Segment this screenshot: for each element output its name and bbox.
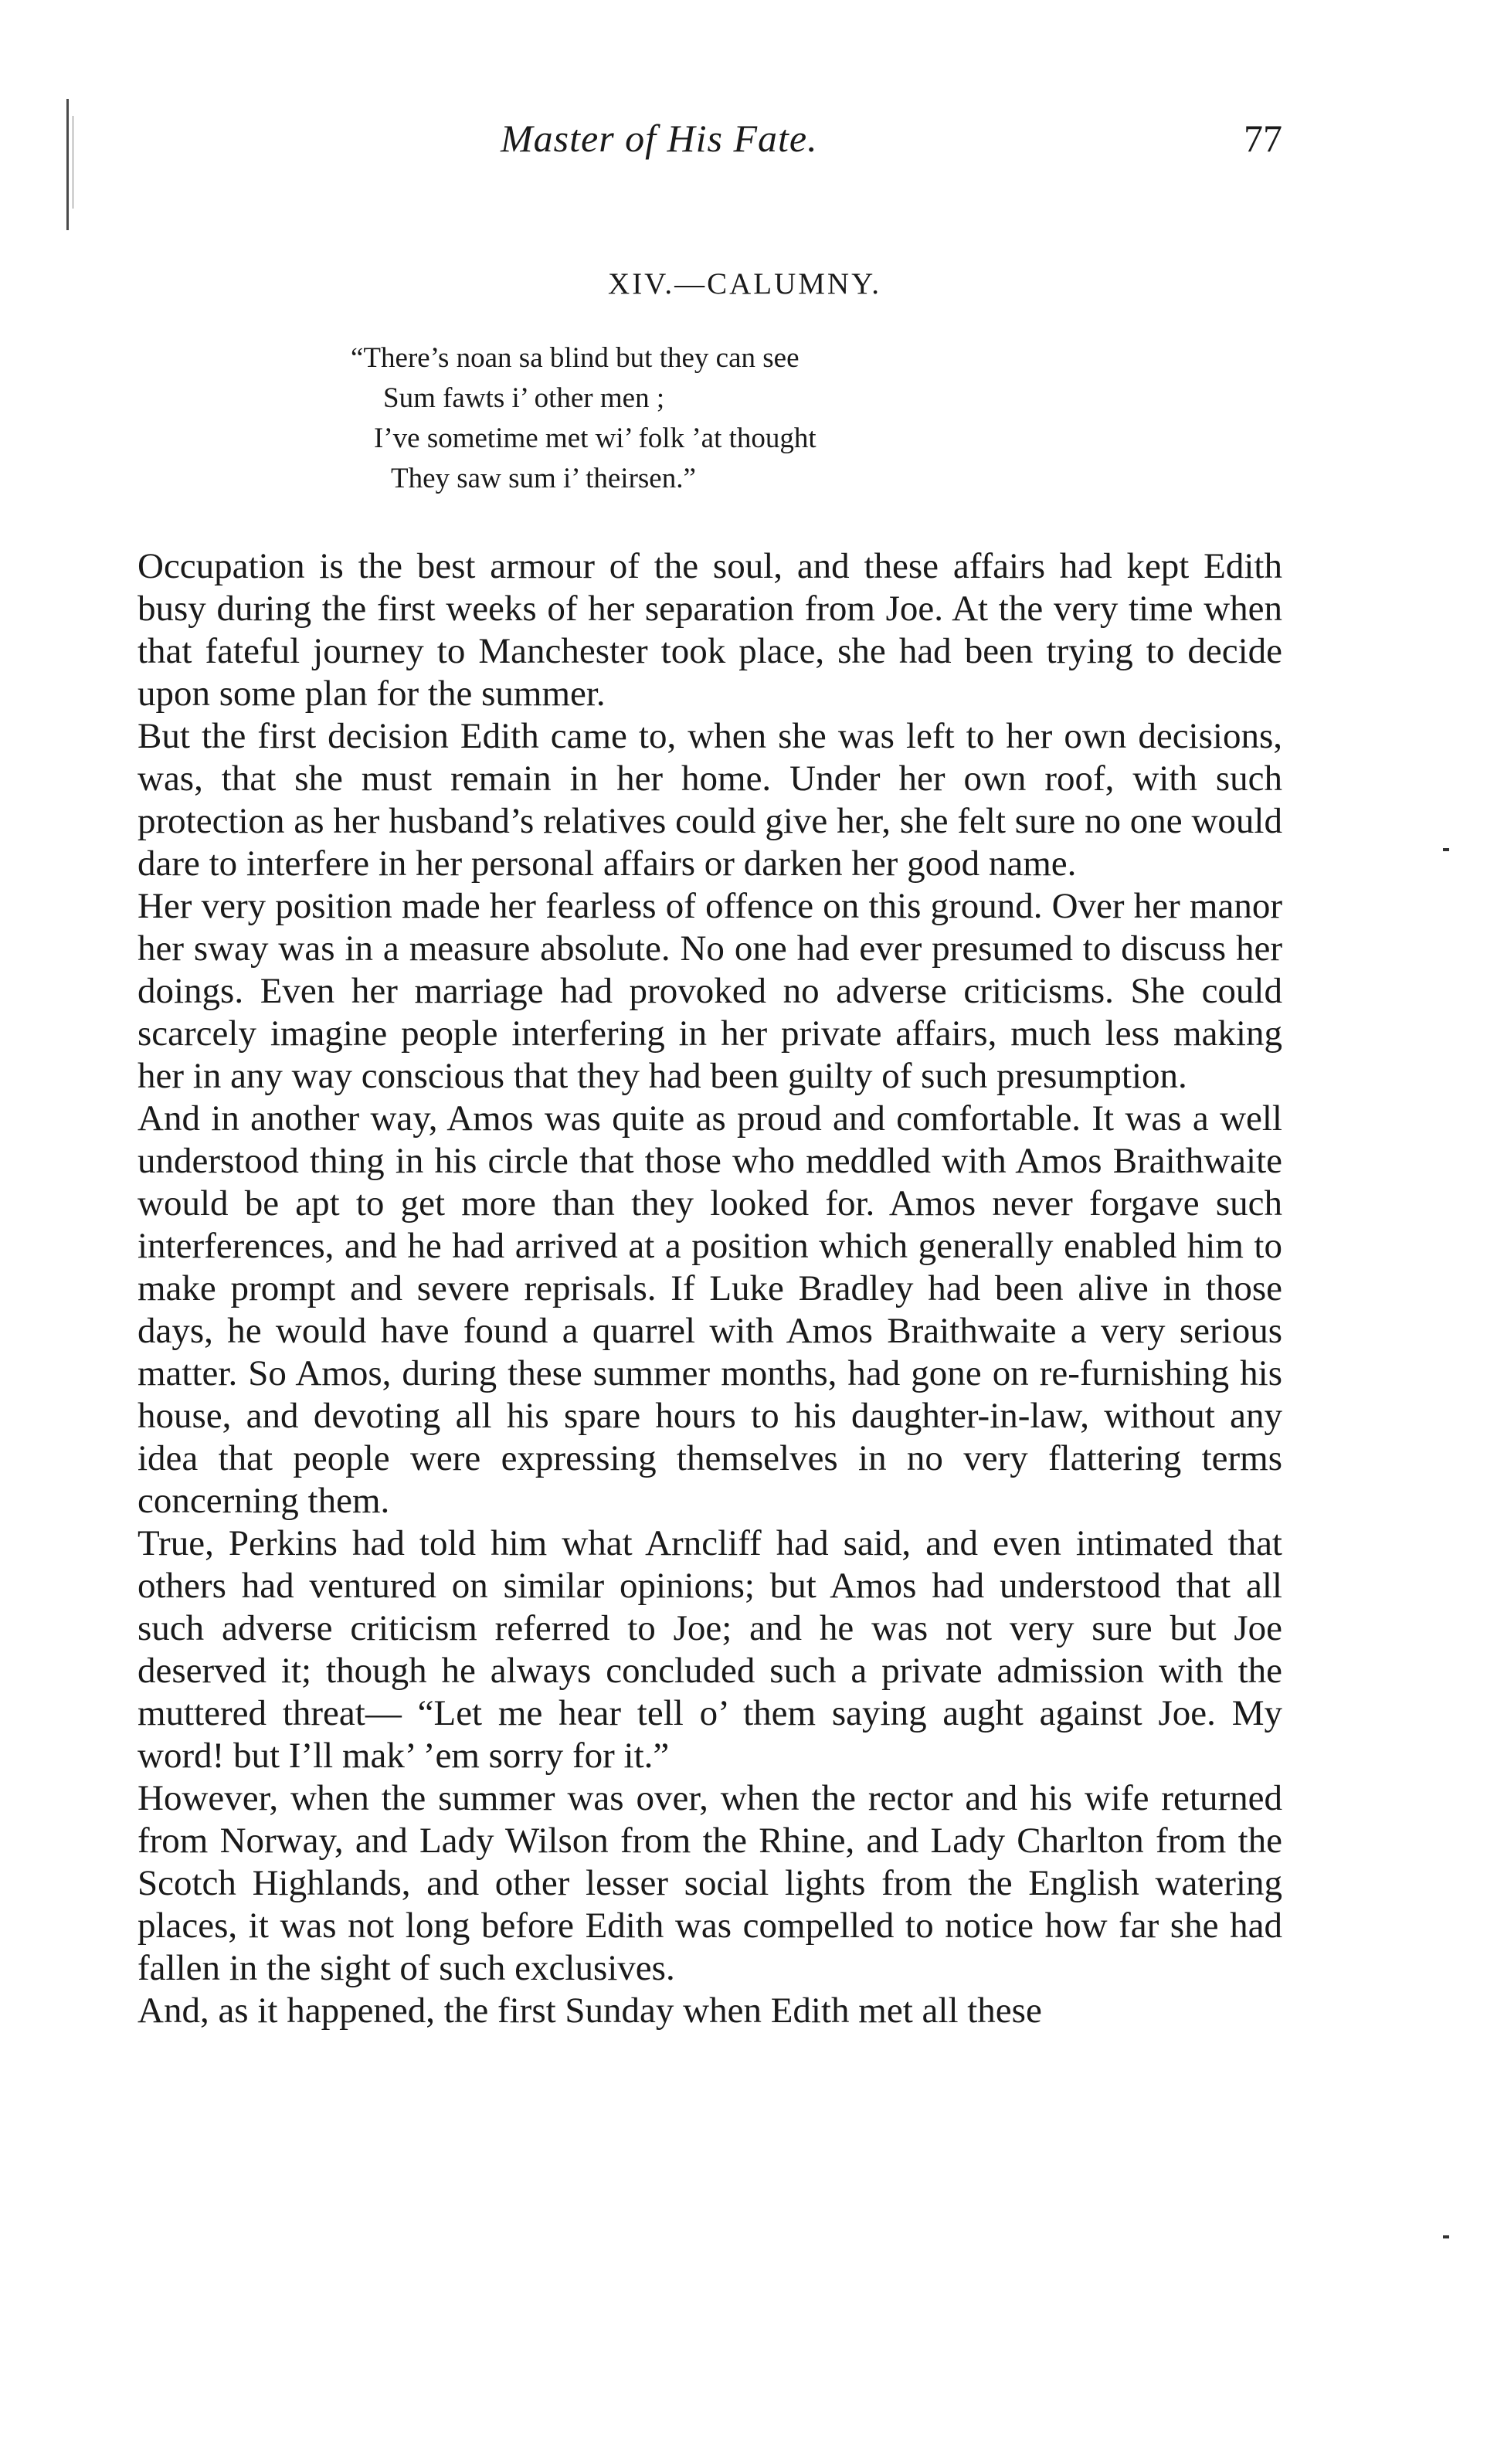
body-text	[137, 545, 1282, 2032]
running-head	[137, 116, 1282, 162]
paragraph: Her very position made her fearless of offence on this ground. Over her manor her sway was in a measure absolute. No one had ever presumed to discuss her doings. Even her marriage had provoked no adverse criticisms. She could scarcely imagine people interfering in her private affairs, much less making her in any way conscious that they had been guilty of such presumption.	[137, 886, 1282, 1096]
chapter-heading: XIV.—CALUMNY.	[608, 267, 881, 300]
margin-speck	[1443, 848, 1449, 851]
epigraph-line: I’ve sometime met wi’ folk ’at thought	[374, 423, 817, 454]
running-title: Master of His Fate.	[501, 117, 818, 160]
epigraph-line: “There’s noan sa blind but they can see	[351, 342, 800, 374]
paragraph: True, Perkins had told him what Arncliff had said, and even intimated that others had ventured on similar opinions; but Amos had understood that all such adverse criticism referred to Joe; and he was not very sure but Joe deserved it; though he always concluded such a private admission with the muttered threat— “Let me hear tell o’ them saying aught against Joe. My word! but I’ll mak’ ’em sorry for it.”	[137, 1523, 1282, 1776]
page-number: 77	[1244, 117, 1282, 160]
epigraph-line: They saw sum i’ theirsen.”	[391, 463, 696, 494]
paragraph: And, as it happened, the first Sunday when Edith met all these	[137, 1991, 1042, 2031]
epigraph	[351, 338, 1282, 499]
paragraph: Occupation is the best armour of the soul, and these affairs had kept Edith busy during the first weeks of her separation from Joe. At the very time when that fateful journey to Manchester took place, she had been trying to decide upon some plan for the summer.	[137, 546, 1282, 714]
paragraph: And in another way, Amos was quite as proud and comfortable. It was a well understood thing in his circle that those who meddled with Amos Braithwaite would be apt to get more than they looked for. Amos never forgave such interferences, and he had arrived at a position which generally enabled him to make prompt and severe reprisals. If Luke Bradley had been alive in those days, he would have found a quarrel with Amos Braithwaite a very serious matter. So Amos, during these summer months, had gone on re-furnishing his house, and devoting all his spare hours to his daughter-in-law, without any idea that people were expressing themselves in no very flattering terms concerning them.	[137, 1098, 1282, 1521]
paragraph: But the first decision Edith came to, when she was left to her own decisions, was, that she must remain in her home. Under her own roof, with such protection as her husband’s relatives could give her, she felt sure no one would dare to interfere in her personal affairs or darken her good name.	[137, 716, 1282, 884]
paragraph: However, when the summer was over, when the rector and his wife returned from Norway, and Lady Wilson from the Rhine, and Lady Charlton from the Scotch Highlands, and other lesser social lights from the English watering places, it was not long before Edith was compelled to notice how far she had fallen in the sight of such exclusives.	[137, 1778, 1282, 1988]
margin-speck	[1443, 2235, 1449, 2238]
margin-rule	[66, 99, 69, 230]
epigraph-line: Sum fawts i’ other men ;	[383, 382, 665, 414]
book-page	[137, 116, 1282, 2032]
